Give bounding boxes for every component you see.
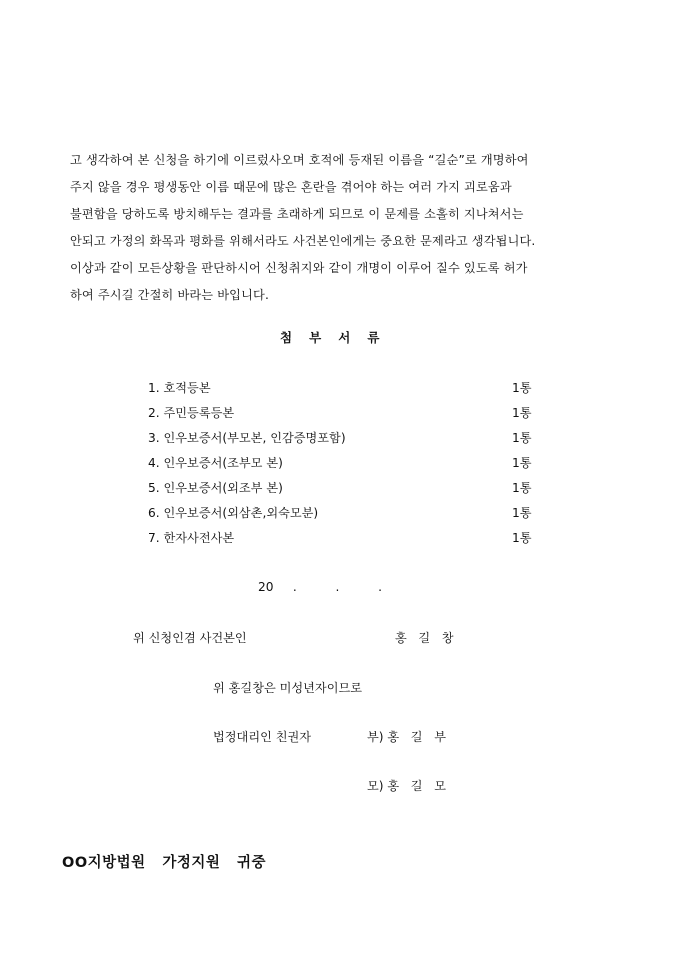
mother-name: 모) 홍 길 모 [367, 779, 446, 793]
attachment-quantity: 1통 [512, 431, 532, 445]
body-text-line: 안되고 가정의 화목과 평화를 위해서라도 사건본인에게는 중요한 문제라고 생각됩니다. [70, 234, 536, 248]
applicant-label: 위 신청인겸 사건본인 [133, 631, 247, 645]
court-addressee: OO지방법원 가정지원 귀중 [62, 855, 267, 871]
attachment-quantity: 1통 [512, 531, 532, 545]
applicant-name: 홍 길 창 [395, 631, 454, 645]
attachment-item: 7. 한자사전사본 [148, 531, 235, 545]
body-text-line: 불편함을 당하도록 방치해두는 결과를 초래하게 되므로 이 문제를 소홀히 지나쳐서는 [70, 207, 524, 221]
date-line: 20 . . . [258, 580, 382, 594]
attachment-quantity: 1통 [512, 481, 532, 495]
attachment-item: 3. 인우보증서(부모본, 인감증명포함) [148, 431, 346, 445]
attachment-item: 4. 인우보증서(조부모 본) [148, 456, 283, 470]
body-text-line: 고 생각하여 본 신청을 하기에 이르렀사오며 호적에 등재된 이름을 “길순”로 개명하여 [70, 153, 529, 167]
attachment-quantity: 1통 [512, 506, 532, 520]
attachment-quantity: 1통 [512, 456, 532, 470]
minor-note: 위 홍길창은 미성년자이므로 [213, 681, 363, 695]
attachment-item: 1. 호적등본 [148, 381, 211, 395]
guardian-label: 법정대리인 친권자 [213, 730, 312, 744]
attachment-quantity: 1통 [512, 406, 532, 420]
body-text-line: 주지 않을 경우 평생동안 이름 때문에 많은 혼란을 겪어야 하는 여러 가지 괴로움과 [70, 180, 512, 194]
body-text-line: 하여 주시길 간절히 바라는 바입니다. [70, 288, 269, 302]
attachment-item: 5. 인우보증서(외조부 본) [148, 481, 283, 495]
attachments-title: 첨 부 서 류 [280, 330, 381, 345]
attachment-quantity: 1통 [512, 381, 532, 395]
father-name: 부) 홍 길 부 [367, 730, 446, 744]
body-text-line: 이상과 같이 모든상황을 판단하시어 신청취지와 같이 개명이 이루어 질수 있도록 허가 [70, 261, 528, 275]
attachment-item: 2. 주민등록등본 [148, 406, 235, 420]
attachment-item: 6. 인우보증서(외삼촌,외숙모분) [148, 506, 319, 520]
